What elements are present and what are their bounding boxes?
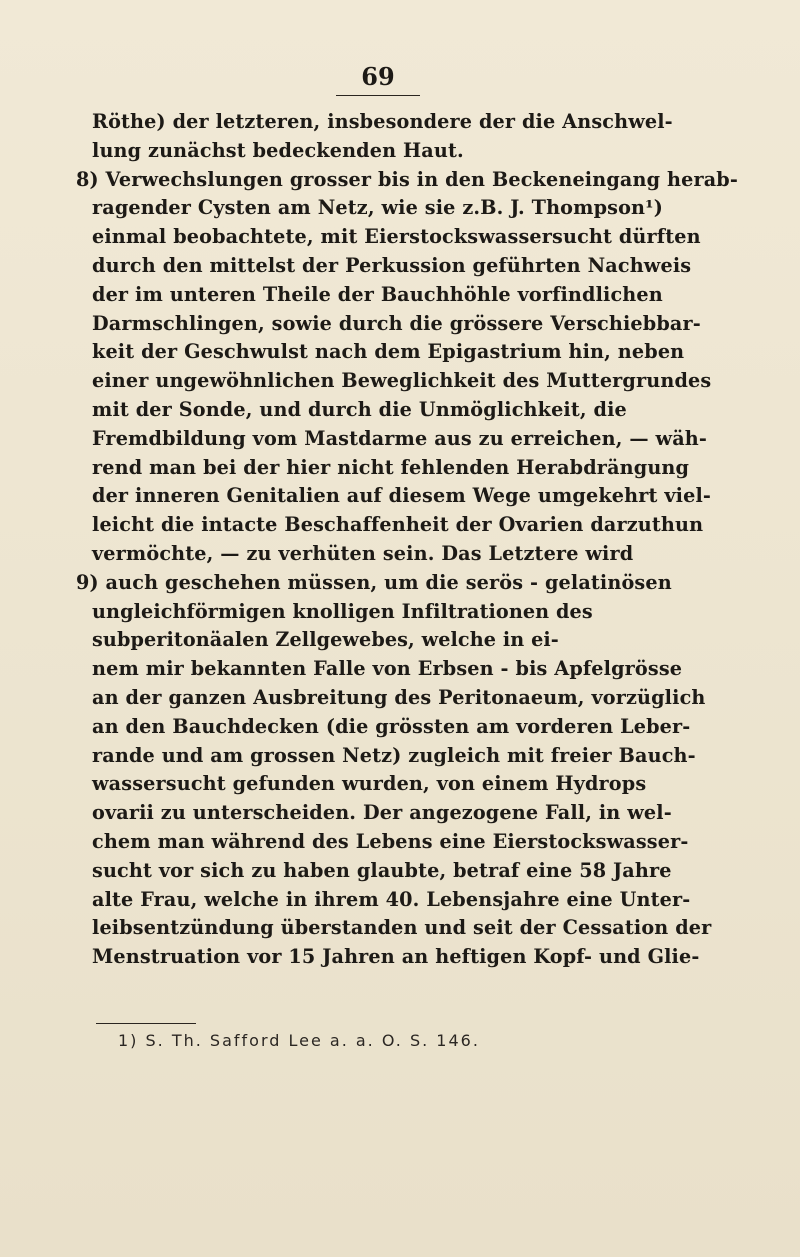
footnote-rule — [96, 1023, 196, 1024]
text-line: chem man während des Lebens eine Eierstockswasser- — [92, 829, 689, 853]
text-line: keit der Geschwulst nach dem Epigastrium hin, neben — [92, 340, 685, 364]
text-line: rend man bei der hier nicht fehlenden Herabdrängung — [92, 455, 690, 479]
text-line: ovarii zu unterscheiden. Der angezogene Fall, in wel- — [92, 801, 672, 825]
text-line: Fremdbildung vom Mastdarme aus zu erreichen, — wäh- — [92, 426, 707, 450]
text-line: subperitonäalen Zellgewebes, welche in ei- — [92, 628, 559, 652]
text-line: durch den mittelst der Perkussion geführten Nachweis — [92, 253, 692, 277]
text-line: sucht vor sich zu haben glaubte, betraf eine 58 Jahre — [92, 858, 672, 882]
body-text — [76, 108, 738, 972]
text-line: einer ungewöhnlichen Beweglichkeit des Muttergrundes — [92, 369, 712, 393]
text-line: ungleichförmigen knolligen Infiltrationen des — [92, 599, 593, 623]
text-line: 9) auch geschehen müssen, um die serös - gelatinösen — [76, 570, 672, 594]
text-line: an der ganzen Ausbreitung des Peritonaeum, vorzüglich — [92, 685, 706, 709]
text-line: Darmschlingen, sowie durch die grössere Verschiebbar- — [92, 311, 701, 335]
footnote: 1) S. Th. Safford Lee a. a. O. S. 146. — [118, 1031, 480, 1050]
text-line: leicht die intacte Beschaffenheit der Ovarien darzuthun — [92, 513, 704, 537]
text-line: rande und am grossen Netz) zugleich mit freier Bauch- — [92, 743, 696, 767]
text-line: der im unteren Theile der Bauchhöhle vorfindlichen — [92, 282, 663, 306]
text-line: Menstruation vor 15 Jahren an heftigen Kopf- und Glie- — [92, 945, 700, 969]
text-line: wassersucht gefunden wurden, von einem Hydrops — [92, 772, 647, 796]
page-number: 69 — [361, 62, 395, 91]
text-line: an den Bauchdecken (die grössten am vorderen Leber- — [92, 714, 691, 738]
text-line: alte Frau, welche in ihrem 40. Lebensjahre eine Unter- — [92, 887, 691, 911]
text-line: einmal beobachtete, mit Eierstockswassersucht dürften — [92, 225, 701, 249]
text-line: 8) Verwechslungen grosser bis in den Beckeneingang herab- — [76, 167, 738, 191]
text-line: ragender Cysten am Netz, wie sie z.B. J. Thompson¹) — [92, 196, 663, 220]
text-line: mit der Sonde, und durch die Unmöglichkeit, die — [92, 397, 627, 421]
text-line: Röthe) der letzteren, insbesondere der die Anschwel- — [92, 110, 673, 133]
text-line: leibsentzündung überstanden und seit der Cessation der — [92, 916, 712, 940]
text-line: lung zunächst bedeckenden Haut. — [92, 138, 464, 162]
text-line: der inneren Genitalien auf diesem Wege umgekehrt viel- — [92, 484, 711, 508]
text-line: nem mir bekannten Falle von Erbsen - bis Apfelgrösse — [92, 657, 683, 681]
page-number-rule — [336, 95, 420, 96]
text-line: vermöchte, — zu verhüten sein. Das Letztere wird — [92, 541, 634, 565]
